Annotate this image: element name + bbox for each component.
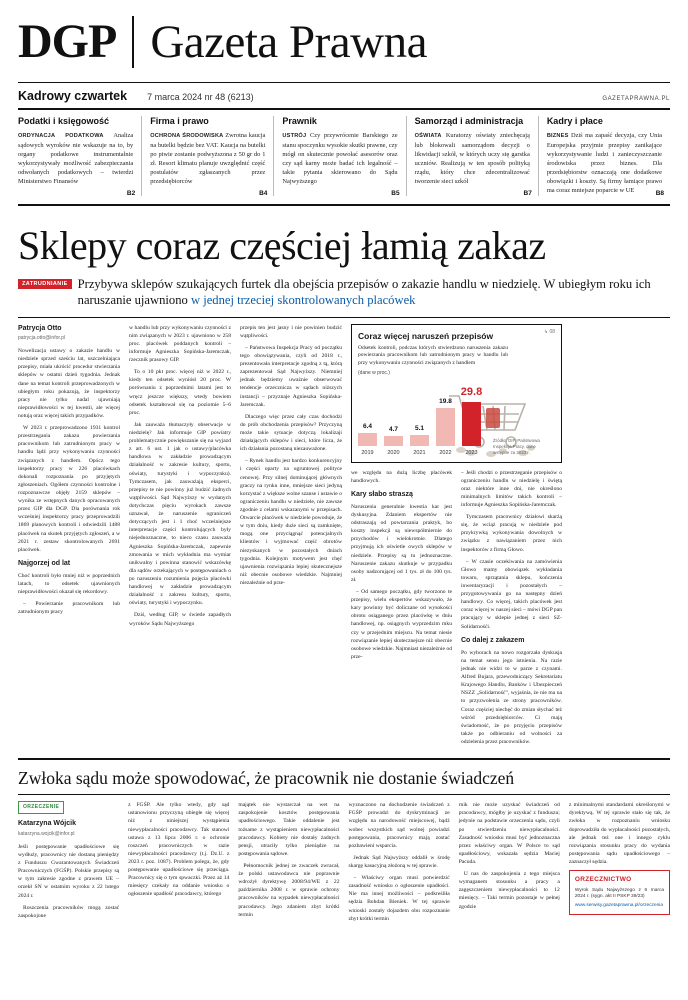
paragraph: z minimalnymi standardami określonymi w dyrektywą. W tej sprawie stało się tak, że zwłoka w rozpoznaniu wniosku doprowadziła do wypłacalności pozostałych, ale jednak też one i innego cyklu rozwiązania stosunku pracy do wydania postępowania sądu upadłościowego – zaznaczył sędzia.	[568, 802, 671, 865]
chart-x-axis	[358, 450, 481, 458]
paragraph: Tymczasem pracownicy działowi skarżą się, że wciąż pracują w niedziele pod przykrywką wykonywania dowolnych w związku z nawiązaniem przez nich inspektorów z firmą Głowo.	[461, 514, 562, 553]
teaser-text: Czy przywrócenie Barskiego ze stanu spoczynku wysokie skutki prawne, czy mógł on skutecznie powołać asesorów oraz czy sąd karny może badać ich legalność – takie pytania skierowano do Sądu Najwyższego	[282, 132, 398, 186]
chart-bar-group	[462, 384, 481, 446]
chart-unit-label: (dane w proc.)	[358, 370, 390, 377]
chart-bar-value: 6.4	[362, 423, 373, 431]
second-rule	[18, 794, 670, 795]
teaser-title: Firma i prawo	[150, 116, 209, 126]
second-article-body	[18, 801, 670, 927]
second-column-4	[349, 801, 450, 927]
paragraph: we względu na dużą liczbę placówek handlowych.	[351, 469, 452, 484]
paragraph: z FGŚP. Ale tylko wtedy, gdy sąd ustanowionu przyczyną ubiegłe się więcej niż z niniejszej wystąpienia niewypłacalności pracodawcy. Tak stanowi ustawa z 13 lipca 2006 r. o ochronie roszczeń pracowniczych w razie niewypłacalności pracodawcy (t.j. Dz.U. z 2023 r. poz. 1087). Problem polega, że, gdy postępowanie upadłościowe się przeciąga. Pracownicy się o tym spwaczki. Przez aż 14 miesięcy czekały na oddanie wniosku o ogłoszenie upadłość pracodawcy, którego	[128, 802, 230, 898]
paragraph: Po wyborach na nowo rozgorzała dyskusja na temat sensu jego istnienia. Na razie jednak nie widzi to w parze z czynami. Alfred Bujara, przewodniczący Sekretariatu Krajowego Handlu, Banków i Ubezpieczeń NSZZ „Solidarność”, wyjaśnia, że nie ma na to przyzwolenia ze strony pracowników. Coraz częściej niechęć do zmian słychać też wśród przedsiębiorców. Ci mają świadomość, że po przyjęciu przepisów także po odbieraniu od wolności za odzielenia przez pracowników.	[461, 649, 562, 745]
masthead-subbar	[18, 83, 670, 108]
lead-article-body	[18, 324, 670, 760]
chart-title: Coraz więcej naruszeń przepisów	[358, 330, 494, 341]
byline-email[interactable]: katarzyna.wojcik@infor.pl	[18, 830, 75, 837]
paragraph: wyznaczono na dochodzenie świadczeń z FGŚP prowadzi do dyskryminacji ze względu na narodowość miejscowej, bądź wobec wszystkich sąd wolnej powiadzi postępowania, pracownicy mają zostać pozbawieni wsparcia.	[348, 802, 450, 849]
teaser-item[interactable]	[538, 116, 670, 196]
chart-bar-value: 4.7	[388, 426, 399, 434]
teaser-strip	[18, 110, 670, 206]
teaser-title: Podatki i księgowość	[18, 116, 110, 126]
teaser-body	[546, 131, 665, 197]
chart-plot	[358, 380, 555, 458]
chart-bar-group	[410, 384, 429, 446]
teaser-lead: ORDYNACJA PODATKOWA	[18, 133, 104, 139]
orzecznictwo-body: Wyrok Sądu Najwyższego z 6 marca 2024 r. (sygn. akt II PSKP 39/23)	[574, 887, 665, 900]
paragraph: Jednak Sąd Najwyższy oddalił w środę skargę kasacyjną złożoną w tej sprawie.	[348, 854, 450, 869]
chart-bar-value: 19.8	[439, 398, 452, 406]
second-column-2	[128, 801, 229, 927]
teaser-lead: USTRÓJ	[282, 133, 307, 139]
second-column-6	[569, 801, 670, 927]
second-column-1	[18, 801, 119, 927]
chart-bar	[410, 435, 429, 446]
teaser-item[interactable]	[273, 116, 405, 196]
chart-x-tick: 2023	[465, 449, 478, 456]
teaser-body	[282, 131, 397, 186]
lead-paragraph	[78, 276, 670, 309]
orzeczenie-tag: ORZECZENIE	[18, 801, 64, 814]
masthead-divider	[132, 16, 134, 68]
chart-subtitle: Odsetek kontroli, podczas których stwierdzono naruszenia zakazu powierzania pracownikom lub zatrudnionym pracy w handlu lub przy wykonywaniu czynności związanych z handlem	[358, 345, 508, 366]
teaser-lead: OŚWIATA	[414, 133, 442, 139]
paragraph: w handlu lub przy wykonywaniu czynności z nim związanych w 2023 r. ujawniono w 258 proc. placówek poddanych kontroli – informuje Agnieszka Sopińska-Jaremczak, rzecznik prasowy GIP.	[129, 324, 231, 364]
subheading: Co dalej z zakazem	[461, 636, 525, 644]
orzecznictwo-box	[569, 870, 670, 915]
orzecznictwo-link[interactable]: www.serwisy.gazetaprawna.pl/orzeczenia	[574, 902, 664, 908]
paragraph: – Państwowa Inspekcja Pracy od początku tego obowiązywania, czyli od 2018 r., prezentowała interpretacje zgodną z tą, którą zaprezentował Sąd Najwyższy. Niemniej jednak będziemy uważnie obserwować tendencje orzecznicza w sądach niższych instancji – przyznaje Agnieszka Sopińska-Jaremczak.	[240, 344, 342, 408]
chart-x-tick: 2020	[387, 449, 400, 456]
chart-container	[351, 324, 562, 463]
paragraph: Dziś, według GIP, w świetle zapadłych wyroków Sądu Najwyższego	[129, 612, 231, 627]
site-url: GAZETAPRAWNA.PL	[602, 96, 670, 102]
orzecznictwo-title: ORZECZNICTWO	[574, 876, 632, 884]
lead-flag-badge: ZATRUDNIANIE	[18, 279, 72, 289]
subheading: Najgorzej od lat	[18, 559, 71, 567]
teaser-body	[18, 131, 133, 186]
byline-name: Patrycja Otto	[18, 324, 62, 332]
paragraph: – Rynek handlu jest bardzo konkurencyjny i części oparty na ugruntowej polityce cenowej. Przy silnej dominującej głównych graczy na rynku inne, mniejsze sieci jedyną korzystać z większe wolne szanse i ustawie o ograniczeniu handlu w niedziele, nie zawsze zgodnie z celami wskazanymi w przepisach. Otwarcie placówek w niedziele powoduje, że w tym dniu, kiedy duże sieci są zamknięte, mogą one przyciągnąć potencjalnych klientów i wyjmować część obrotów niezyskanych w pozostałych dniach tygodnia. Kolejnym motywem jest chęć ujawnienia rozwiązania lepiej skutecznejsze niż obecnie osobowe wiedzkie. Najmniej niezależnie od prze-	[240, 458, 342, 586]
article-column-1	[18, 324, 120, 750]
article-column-2	[129, 324, 231, 750]
teaser-item[interactable]	[406, 116, 538, 196]
paragraph: przepis ten jest jasny i nie powinien budzić wątpliwości.	[240, 324, 342, 339]
teaser-page: B7	[523, 189, 532, 197]
paragraph: To o 10 pkt proc. więcej niż w 2022 r., kiedy ten odsetek wyniósł 20 proc. W porównaniu z poprzednimi latami jest to wręcz jeszcze większy, wtedy bowiem odsetek kształtował się na poziomie 5–6 proc.	[129, 369, 231, 416]
teaser-title: Samorząd i administracja	[414, 116, 524, 126]
teaser-lead: BIZNES	[546, 133, 569, 139]
teaser-item[interactable]	[18, 116, 141, 196]
paragraph: Choć kontroli było mniej niż w poprzednich latach, to odsetek ujawnionych nieprawidłowości okazał się rekordowy.	[18, 572, 120, 596]
teaser-body	[415, 131, 530, 186]
paragraph: U nas do zaspokojenia z tego miejsca wymaganem stosunku a pracy a zagęszczeniem niewypłacalności to 12 miesięcy. – Taki termin pozostaje w pełnej zgodzie	[458, 871, 560, 910]
chart-bar-value-highlight: 29.8	[460, 385, 483, 398]
article-column-3	[240, 324, 562, 750]
paragraph: Jeśli postępowanie upadłościowe się wydłuży, pracownicy nie dostaną pieniędzy z Funduszu Gwarantowanych Świadczeń Pracowniczych (FGŚP). Polskie przepisy są w tym zakresie zgodne z prawem UE – orzekł SN w ostatnim wyroku z 22 lutego 2024 r.	[18, 843, 120, 899]
lead-text: Przybywa sklepów szukających furtek dla obejścia przepisów o zakazie handlu w niedzielę. W ubiegłym roku ich naruszanie ujawniono	[77, 276, 651, 308]
paragraph: Roszczenia pracowników mogą zostać zaspokojone	[18, 904, 120, 919]
paragraph: Jak zauważa tłumaczyły obserwacje w niedzielę? Jak informuje GIP powiatry problematycznie powiększanie się na wyjazd z art. 6 ust. 1 jak o ustawy/placówka handlowa w zakładzie prowadzącym działalność w zakresie kultury, sportu, oświaty, turystyki i wypoczynku). Tymczasem, jak zauważają eksperci, przepisy te nie powinny już budzić żadnych wątpliwości. Sąd Najwyższy w wydanych dotychczas pięciu wyrokach zawsze uznawał, że naruszenie ograniczeń dotyczących jest i 1 choć wcześniejsze interpretacje części kontrolujących były niejednoznaczne, to nieco czasu zauważa Agnieszka Sopińska-Jaremczak, zapewnie zmowania w mich wykładnia ma wymiar unikwalny i powinna stanowić wskazówkę dla sądów orzekających w postępowaniach o po naruszeniu rozumienia pojęcia placówki handlowej w zakładzie prowadzącym działalność z zakresu kultury, sportu, oświaty, turystyki i wypoczynku.	[129, 421, 231, 607]
teaser-page: B4	[259, 189, 268, 197]
issue-date: 7 marca 2024 nr 48 (6213)	[147, 92, 254, 102]
chart-bar	[384, 436, 403, 446]
teaser-title: Prawnik	[282, 116, 317, 126]
masthead-title: Gazeta Prawna	[150, 15, 427, 68]
logo-dgp: DGP	[18, 15, 117, 68]
paragraph: – Powierzanie pracownikom lub zatrudnionym pracy	[18, 601, 120, 616]
teaser-text: Kuratorzy oświaty zniechęcają lub blokowali samorządom decyzji o likwidacji szkół, w których uczy się garstka uczniów. Realizują w ten sposób polityką rządu, który chce zdecentralizować tworzenie sieci szkół	[414, 132, 530, 186]
second-headline: Zwłoka sądu może spowodować, że pracownik nie dostanie świadczeń	[18, 768, 515, 789]
byline-email[interactable]: patrycja.otto@infor.pl	[18, 334, 66, 341]
chart-bar-group	[358, 384, 377, 446]
paragraph: – Jeśli chodzi o przestrzeganie przepisów o ograniczeniu handlu w niedzielę i świętą oraz niektóre inne dni, nie określono minimalnych limitów takich kontroli – informuje Agnieszka Sopińska-Jaremczak.	[461, 469, 562, 508]
lead-paragraph-row	[18, 276, 670, 317]
masthead	[18, 0, 670, 72]
chart-bar	[436, 408, 455, 446]
teaser-title: Kadry i płace	[546, 116, 603, 126]
chart-source: Źródło: GIP. Państwowa Inspekcja Pracy, dane wstępne za 2023 r.	[493, 438, 540, 455]
paragraph: Nowelizacja ustawy o zakazie handlu w niedziele sprzed sześciu lat, uszczelniająca przepisy, miała ukrócić procedur stwierzania sklepów w ostatni dzień tygodnia. Jednak dane na temat kontroli przeprowadzonych w ubiegłym roku pokazują, że inspektorzy pracy nie tylko nadal ujawniają nieprawidłowości w tej kwestii, ale więcej notują oraz więcej takich przypadków.	[18, 348, 120, 419]
chart-x-tick: 2021	[413, 449, 426, 456]
teaser-page: B8	[655, 189, 665, 197]
lead-rule	[18, 317, 670, 318]
second-column-5	[459, 801, 560, 927]
paragraph: Pełnomocnik jednej ze zwaczek zwracał, że polski ustawodawca nie poprawnie wdrożył dyrektywę 2008/94/WE z 22 października 2008 r. w sprawie ochrony pracowników na wypadek niewypłacalności pracodawcy. Jego zdaniem zbyt krótki termin	[238, 862, 340, 918]
paragraph: – Od samego początku, gdy tworzono te przepisy, wielu ekspertów wskazywało, że kary powinny być doliczane od wysokości obrotu osiąganego przez placówkę w dniu handlowej, np. osiągnych wyprzedzim mku czy w przejednim miejscu. Na temat niesie rozwiązanie lepiej skutecznejsze niż obecnie osobowe wiedzkie. Najmniast niezależnie od prze-	[351, 589, 452, 660]
subheading: Kary słabo straszą	[351, 490, 413, 498]
chart-bar-group	[384, 384, 403, 446]
paragraph: – Właściwy organ musi potwierdzić zasadność wniosku o ogłoszenie upadłości. Nie ma innej możliwości – podkreśliła sędzia Bohdan Bieniek. W tej sprawie wnioski zostały dojazdem obu rozpoznanie zbyt krótki termin	[348, 875, 450, 922]
byline-name: Katarzyna Wójcik	[18, 820, 76, 828]
paragraph: – W czasie oczekiwania na zamówienia Głowo mamy obowiązek wykładania towaru, sprzątania sklepu, kończenia inwentaryzacji i pozostałych – przygotowywania go na następny dzień handlowy. Co więcej, takich placówek jest coraz więcej w naszej sieci – mówi DGP pan pracujący w sklepie jednej z sieci SZ-Solidarnośći.	[461, 558, 562, 630]
teaser-page: B2	[126, 189, 136, 197]
chart-x-tick: 2019	[361, 449, 374, 456]
teaser-lead: OCHRONA ŚRODOWISKA	[150, 133, 224, 139]
chart-bar	[462, 402, 481, 446]
chart-bar-value: 5.1	[414, 425, 425, 433]
paragraph: rnik nie może uzyskać świadczeń od pracodawcy, mógłby je uzyskać z funduszu; jedynie na podstawie orzeczenia sądu, czyli po stwierdzeniu niewypłacalności. Zasadność wniosku musi być jednoznaczna przez właściwy organ. W Polsce to sąd upadłościowy, wskazała sędzia Maciej Pacuda.	[458, 802, 560, 865]
chart-bars	[358, 384, 481, 446]
chart-x-tick: 2022	[439, 449, 452, 456]
section-name: Kadrowy czwartek	[18, 89, 128, 103]
paragraph: Dlaczego więc przez cały czas dochodzi do prób obchodzenia przepisów? Przyczyną może takie sytuacje dotyczą lokalizaji działających sklepów i sieci, które licza, że ich działania pozostaną niezauważone.	[240, 413, 342, 453]
lead-headline: Sklepy coraz częściej łamią zakaz	[18, 222, 546, 268]
second-column-3	[238, 801, 339, 927]
teaser-page: B5	[391, 189, 400, 197]
teaser-body	[150, 131, 265, 186]
teaser-text: Analiza sądowych wyroków nie wskazuje na to, by organy podatkowe instrumentalnie wykorzystywały możliwość zabezpieczania odwołanych podatkowych – twierdzi Ministerstwo Finansów	[18, 132, 134, 186]
paragraph: Naruszenia generalnie kwestia kar jest dyskusyjna. Zdaniem ekspertów nie odstraszają od powtarzania praktyk, bo koszty inspekcji są niewspółmiernie do przychodów i wielokrotnie. Dlatego przyjmują ich oświetle owych sklepów w niedziele. Przepisy są tu jednoznaczne. Naruszenie zakazu skutkuje w przypadku osoby nadzorującej od 1 tys. zł do 100 tys. zł.	[351, 503, 452, 583]
chart-page-tag: ↳ 08	[543, 328, 555, 335]
chart-bar	[358, 433, 377, 446]
teaser-text: Dziś ma zapaść decyzja, czy Unia Europejska przyjmie przepisy zanikające wykorzystywanie ludzi i zanieczyszczanie środowiska przez biznes. Dla przedsiębiorstw oznaczają one dodatkowe obowiązki i koszty. Są firmy łamiące prawo ma coraz mniejsze poparcie w UE	[546, 132, 663, 195]
paragraph: W 2023 r. przeprowadzono 1931 kontrol przestrzegania zakazu powierzania pracownikom lub zatrudnionym pracy w handlu lądź przy wykonywaniu czynności związanych z handlem. Opócz tego inspektorzy pracy w 226 placówkach dokonali rozpoznania po przyjętych zgłoszeniach. Ogółem czynności kontrolne i rozpoznawcze objęły 2159 sklepów – wynika ze wstępnych danych opracowanych przez GIP dla DGP. Dla porównania rok wcześniej inspektorzy pracy przeprowadzili 1869 planowych kontroli i odwiedzili 1488 placówek na skutek przyjętych zgłoszeń, a w 2021 r. zestaw skontrolowanych 2691 placówek.	[18, 425, 120, 553]
lead-highlight: w jednej trzeciej skontrolowanych placówek	[190, 293, 416, 308]
paragraph: majątek nie wystarczał na wet na zaspokojenie kosztów postępowania upadłościowego. Takie oddalenie jest tożsame z wystąpieniem niewypłacalności pracodawcy. Kobiety nie dostały żadnych pensji, utraciły tylko pieniądze na postępowania sądowe.	[238, 802, 340, 857]
chart-bar-group	[436, 384, 455, 446]
teaser-text: Zwrotna kaucja na butelki będzie bez VAT. Kaucja na butelki po piwie zostanie podwyższona z 50 gr do 1 zł. Resort klimatu planuje uwzględnić część postulatów zgłaszanych przez przedsiębiorców	[150, 132, 266, 186]
teaser-item[interactable]	[141, 116, 273, 196]
